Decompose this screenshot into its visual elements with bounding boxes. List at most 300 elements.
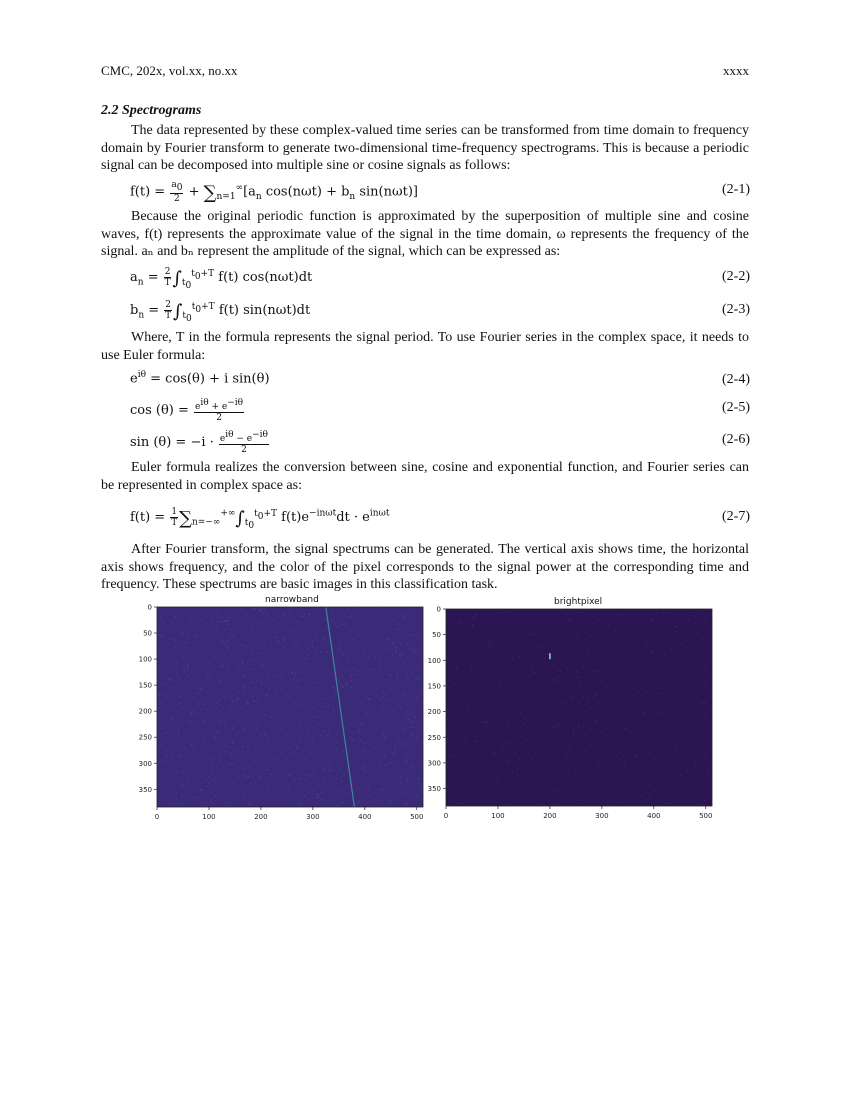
noise-pixel <box>163 789 165 791</box>
noise-pixel <box>230 764 232 766</box>
noise-pixel <box>188 667 190 669</box>
noise-pixel <box>593 671 595 673</box>
noise-pixel <box>557 789 559 791</box>
noise-pixel <box>318 779 320 781</box>
noise-pixel <box>645 798 647 800</box>
noise-pixel <box>686 771 688 773</box>
noise-pixel <box>685 721 687 723</box>
noise-pixel <box>251 649 253 651</box>
noise-pixel <box>210 634 212 636</box>
noise-pixel <box>331 787 333 789</box>
noise-pixel <box>624 763 626 765</box>
noise-pixel <box>476 659 478 661</box>
noise-pixel <box>310 753 312 755</box>
spectrogram-title-brightpixel: brightpixel <box>554 597 603 607</box>
noise-pixel <box>350 630 352 632</box>
noise-pixel <box>281 723 283 725</box>
noise-pixel <box>180 804 182 806</box>
noise-pixel <box>644 713 646 715</box>
noise-pixel <box>193 696 195 698</box>
noise-pixel <box>392 689 394 691</box>
noise-pixel <box>621 648 623 650</box>
noise-pixel <box>560 670 562 672</box>
noise-pixel <box>265 645 267 647</box>
noise-pixel <box>160 760 162 762</box>
noise-pixel <box>348 657 350 659</box>
noise-pixel <box>378 789 380 791</box>
noise-pixel <box>407 643 409 645</box>
noise-pixel <box>573 707 575 709</box>
noise-pixel <box>523 781 525 783</box>
noise-pixel <box>216 612 218 614</box>
noise-pixel <box>417 636 419 638</box>
noise-pixel <box>367 731 369 733</box>
noise-pixel <box>579 611 581 613</box>
noise-pixel <box>454 683 456 685</box>
noise-pixel <box>558 710 560 712</box>
noise-pixel <box>324 639 326 641</box>
noise-pixel <box>403 730 405 732</box>
noise-pixel <box>651 651 653 653</box>
noise-pixel <box>705 767 707 769</box>
noise-pixel <box>503 650 505 652</box>
noise-pixel <box>590 620 592 622</box>
noise-pixel <box>607 779 609 781</box>
noise-pixel <box>368 657 370 659</box>
noise-pixel <box>470 665 472 667</box>
noise-pixel <box>245 646 247 648</box>
noise-pixel <box>256 728 258 730</box>
noise-pixel <box>303 611 305 613</box>
noise-pixel <box>247 619 249 621</box>
noise-pixel <box>227 624 229 626</box>
noise-pixel <box>288 774 290 776</box>
noise-pixel <box>259 776 261 778</box>
noise-pixel <box>175 666 177 668</box>
noise-pixel <box>265 623 267 625</box>
noise-pixel <box>294 617 296 619</box>
noise-pixel <box>359 634 361 636</box>
noise-pixel <box>188 634 190 636</box>
noise-pixel <box>165 682 167 684</box>
noise-pixel <box>520 748 522 750</box>
noise-pixel <box>663 652 665 654</box>
noise-pixel <box>588 648 590 650</box>
noise-pixel <box>410 726 412 728</box>
noise-pixel <box>373 710 375 712</box>
noise-pixel <box>388 647 390 649</box>
noise-pixel <box>417 677 419 679</box>
noise-pixel <box>628 710 630 712</box>
noise-pixel <box>700 710 702 712</box>
noise-pixel <box>503 717 505 719</box>
y-tick-label: 250 <box>427 733 441 742</box>
noise-pixel <box>311 669 313 671</box>
noise-pixel <box>167 645 169 647</box>
noise-pixel <box>285 626 287 628</box>
noise-pixel <box>157 713 159 715</box>
equation-expression: $b_n$ = $\frac{2}{T}$ $\int_{t_0}^{t_0+T}$ f(t) sin(nωt)dt <box>130 300 311 324</box>
noise-pixel <box>288 784 290 786</box>
noise-pixel <box>250 625 252 627</box>
noise-pixel <box>223 620 225 622</box>
noise-pixel <box>400 644 402 646</box>
noise-pixel <box>341 780 343 782</box>
noise-pixel <box>322 723 324 725</box>
noise-pixel <box>584 751 586 753</box>
noise-pixel <box>677 686 679 688</box>
noise-pixel <box>363 742 365 744</box>
noise-pixel <box>697 632 699 634</box>
noise-pixel <box>621 711 623 713</box>
noise-pixel <box>406 743 408 745</box>
noise-pixel <box>252 669 254 671</box>
noise-pixel <box>473 765 475 767</box>
noise-pixel <box>676 711 678 713</box>
noise-pixel <box>618 658 620 660</box>
noise-pixel <box>328 639 330 641</box>
noise-pixel <box>657 692 659 694</box>
noise-pixel <box>566 669 568 671</box>
noise-pixel <box>475 736 477 738</box>
noise-pixel <box>634 712 636 714</box>
noise-pixel <box>377 781 379 783</box>
noise-pixel <box>533 633 535 635</box>
noise-pixel <box>262 748 264 750</box>
y-tick-label: 50 <box>143 629 152 638</box>
noise-pixel <box>182 656 184 658</box>
noise-pixel <box>218 731 220 733</box>
noise-pixel <box>246 701 248 703</box>
noise-pixel <box>469 620 471 622</box>
noise-pixel <box>250 621 252 623</box>
noise-pixel <box>225 802 227 804</box>
noise-pixel <box>366 711 368 713</box>
noise-pixel <box>258 703 260 705</box>
noise-pixel <box>323 777 325 779</box>
noise-pixel <box>163 775 165 777</box>
noise-pixel <box>295 658 297 660</box>
noise-pixel <box>412 734 414 736</box>
noise-pixel <box>335 690 337 692</box>
noise-pixel <box>650 681 652 683</box>
noise-pixel <box>457 679 459 681</box>
noise-pixel <box>230 753 232 755</box>
noise-pixel <box>499 739 501 741</box>
spectrogram-background-0 <box>157 607 423 807</box>
noise-pixel <box>512 795 514 797</box>
noise-pixel <box>224 655 226 657</box>
noise-pixel <box>338 765 340 767</box>
noise-pixel <box>306 775 308 777</box>
noise-pixel <box>369 698 371 700</box>
noise-pixel <box>451 681 453 683</box>
noise-pixel <box>392 710 394 712</box>
noise-pixel <box>336 625 338 627</box>
noise-pixel <box>220 754 222 756</box>
noise-pixel <box>417 648 419 650</box>
noise-pixel <box>597 761 599 763</box>
noise-pixel <box>257 774 259 776</box>
noise-pixel <box>297 640 299 642</box>
noise-pixel <box>244 767 246 769</box>
noise-pixel <box>186 656 188 658</box>
noise-pixel <box>418 777 420 779</box>
noise-pixel <box>654 790 656 792</box>
noise-pixel <box>578 637 580 639</box>
noise-pixel <box>492 723 494 725</box>
noise-pixel <box>289 663 291 665</box>
noise-pixel <box>218 744 220 746</box>
noise-pixel <box>453 616 455 618</box>
noise-pixel <box>247 614 249 616</box>
noise-pixel <box>659 678 661 680</box>
noise-pixel <box>403 617 405 619</box>
noise-pixel <box>220 679 222 681</box>
running-header-page: xxxx <box>723 63 749 78</box>
noise-pixel <box>697 804 699 806</box>
noise-pixel <box>667 685 669 687</box>
noise-pixel <box>574 762 576 764</box>
noise-pixel <box>265 724 267 726</box>
noise-pixel <box>164 739 166 741</box>
noise-pixel <box>173 646 175 648</box>
noise-pixel <box>242 675 244 677</box>
noise-pixel <box>228 715 230 717</box>
noise-pixel <box>340 791 342 793</box>
noise-pixel <box>483 778 485 780</box>
noise-pixel <box>278 794 280 796</box>
y-tick-label: 0 <box>436 605 441 614</box>
noise-pixel <box>577 800 579 802</box>
noise-pixel <box>164 759 166 761</box>
noise-pixel <box>242 660 244 662</box>
noise-pixel <box>595 749 597 751</box>
noise-pixel <box>598 701 600 703</box>
noise-pixel <box>621 801 623 803</box>
noise-pixel <box>247 776 249 778</box>
noise-pixel <box>568 769 570 771</box>
noise-pixel <box>579 681 581 683</box>
noise-pixel <box>277 774 279 776</box>
noise-pixel <box>310 775 312 777</box>
noise-pixel <box>706 717 708 719</box>
noise-pixel <box>589 685 591 687</box>
paragraph-2: Because the original periodic function is approximated by the superposition of multiple sine and cosine waves, f(t) represents the approximate value of the signal in the time domain, ω represents the frequency of the signal. aₙ and bₙ represent the amplitude of the signal, which can be expressed as: <box>101 209 749 259</box>
noise-pixel <box>413 650 415 652</box>
noise-pixel <box>186 637 188 639</box>
noise-pixel <box>594 752 596 754</box>
noise-pixel <box>333 796 335 798</box>
noise-pixel <box>286 758 288 760</box>
noise-pixel <box>455 780 457 782</box>
noise-pixel <box>327 705 329 707</box>
noise-pixel <box>623 755 625 757</box>
noise-pixel <box>634 726 636 728</box>
noise-pixel <box>541 688 543 690</box>
noise-pixel <box>266 694 268 696</box>
noise-pixel <box>636 669 638 671</box>
noise-pixel <box>251 628 253 630</box>
noise-pixel <box>353 697 355 699</box>
noise-pixel <box>529 794 531 796</box>
noise-pixel <box>338 621 340 623</box>
noise-pixel <box>549 743 551 745</box>
noise-pixel <box>330 793 332 795</box>
noise-pixel <box>262 621 264 623</box>
noise-pixel <box>201 689 203 691</box>
noise-pixel <box>567 690 569 692</box>
noise-pixel <box>415 716 417 718</box>
noise-pixel <box>285 642 287 644</box>
noise-pixel <box>288 612 290 614</box>
equation-number: (2-7) <box>722 509 750 524</box>
noise-pixel <box>250 757 252 759</box>
noise-pixel <box>184 672 186 674</box>
noise-pixel <box>509 741 511 743</box>
noise-pixel <box>166 625 168 627</box>
noise-pixel <box>196 668 198 670</box>
noise-pixel <box>318 710 320 712</box>
noise-pixel <box>529 710 531 712</box>
noise-pixel <box>342 624 344 626</box>
noise-pixel <box>669 803 671 805</box>
noise-pixel <box>232 645 234 647</box>
noise-pixel <box>162 728 164 730</box>
noise-pixel <box>517 644 519 646</box>
noise-pixel <box>618 688 620 690</box>
noise-pixel <box>402 740 404 742</box>
noise-pixel <box>228 764 230 766</box>
noise-pixel <box>472 625 474 627</box>
noise-pixel <box>401 783 403 785</box>
noise-pixel <box>247 663 249 665</box>
noise-pixel <box>220 666 222 668</box>
noise-pixel <box>674 745 676 747</box>
noise-pixel <box>525 790 527 792</box>
noise-pixel <box>526 692 528 694</box>
noise-pixel <box>394 791 396 793</box>
noise-pixel <box>541 678 543 680</box>
noise-pixel <box>213 761 215 763</box>
noise-pixel <box>397 737 399 739</box>
noise-pixel <box>517 775 519 777</box>
noise-pixel <box>625 636 627 638</box>
noise-pixel <box>227 640 229 642</box>
noise-pixel <box>508 721 510 723</box>
noise-pixel <box>408 783 410 785</box>
noise-pixel <box>416 795 418 797</box>
noise-pixel <box>506 711 508 713</box>
noise-pixel <box>382 697 384 699</box>
noise-pixel <box>292 673 294 675</box>
noise-pixel <box>294 745 296 747</box>
noise-pixel <box>349 747 351 749</box>
noise-pixel <box>498 683 500 685</box>
noise-pixel <box>316 797 318 799</box>
noise-pixel <box>222 765 224 767</box>
noise-pixel <box>335 694 337 696</box>
noise-pixel <box>470 670 472 672</box>
noise-pixel <box>394 751 396 753</box>
noise-pixel <box>185 642 187 644</box>
noise-pixel <box>703 703 705 705</box>
noise-pixel <box>360 739 362 741</box>
noise-pixel <box>407 780 409 782</box>
noise-pixel <box>373 732 375 734</box>
noise-pixel <box>216 621 218 623</box>
noise-pixel <box>509 789 511 791</box>
noise-pixel <box>384 756 386 758</box>
bright-pixel-signal <box>549 653 551 659</box>
noise-pixel <box>257 647 259 649</box>
noise-pixel <box>202 718 204 720</box>
noise-pixel <box>306 659 308 661</box>
noise-pixel <box>314 731 316 733</box>
noise-pixel <box>402 694 404 696</box>
noise-pixel <box>227 649 229 651</box>
noise-pixel <box>585 773 587 775</box>
noise-pixel <box>341 803 343 805</box>
noise-pixel <box>169 679 171 681</box>
noise-pixel <box>233 649 235 651</box>
noise-pixel <box>397 673 399 675</box>
noise-pixel <box>323 706 325 708</box>
noise-pixel <box>298 621 300 623</box>
noise-pixel <box>447 717 449 719</box>
equation-expression: sin (θ) = −i · $\frac{e^{i\theta} - e^{-i\theta}}{2}$ <box>130 430 268 455</box>
noise-pixel <box>265 703 267 705</box>
noise-pixel <box>415 748 417 750</box>
noise-pixel <box>662 668 664 670</box>
noise-pixel <box>452 648 454 650</box>
noise-pixel <box>513 702 515 704</box>
noise-pixel <box>318 797 320 799</box>
noise-pixel <box>326 762 328 764</box>
noise-pixel <box>203 636 205 638</box>
noise-pixel <box>373 623 375 625</box>
noise-pixel <box>243 775 245 777</box>
noise-pixel <box>351 676 353 678</box>
noise-pixel <box>172 622 174 624</box>
noise-pixel <box>381 691 383 693</box>
noise-pixel <box>641 795 643 797</box>
noise-pixel <box>268 710 270 712</box>
noise-pixel <box>541 646 543 648</box>
noise-pixel <box>320 652 322 654</box>
noise-pixel <box>507 762 509 764</box>
noise-pixel <box>628 674 630 676</box>
noise-pixel <box>258 610 260 612</box>
noise-pixel <box>226 745 228 747</box>
noise-pixel <box>512 681 513 683</box>
noise-pixel <box>503 787 505 789</box>
noise-pixel <box>254 608 256 610</box>
noise-pixel <box>337 652 339 654</box>
noise-pixel <box>181 794 183 796</box>
noise-pixel <box>228 646 230 648</box>
noise-pixel <box>202 721 204 723</box>
noise-pixel <box>210 653 212 655</box>
noise-pixel <box>476 741 478 743</box>
noise-pixel <box>385 693 387 695</box>
noise-pixel <box>326 651 328 653</box>
noise-pixel <box>407 614 409 616</box>
noise-pixel <box>524 718 526 720</box>
y-tick-label: 50 <box>432 631 441 640</box>
noise-pixel <box>488 662 490 664</box>
noise-pixel <box>295 630 297 632</box>
